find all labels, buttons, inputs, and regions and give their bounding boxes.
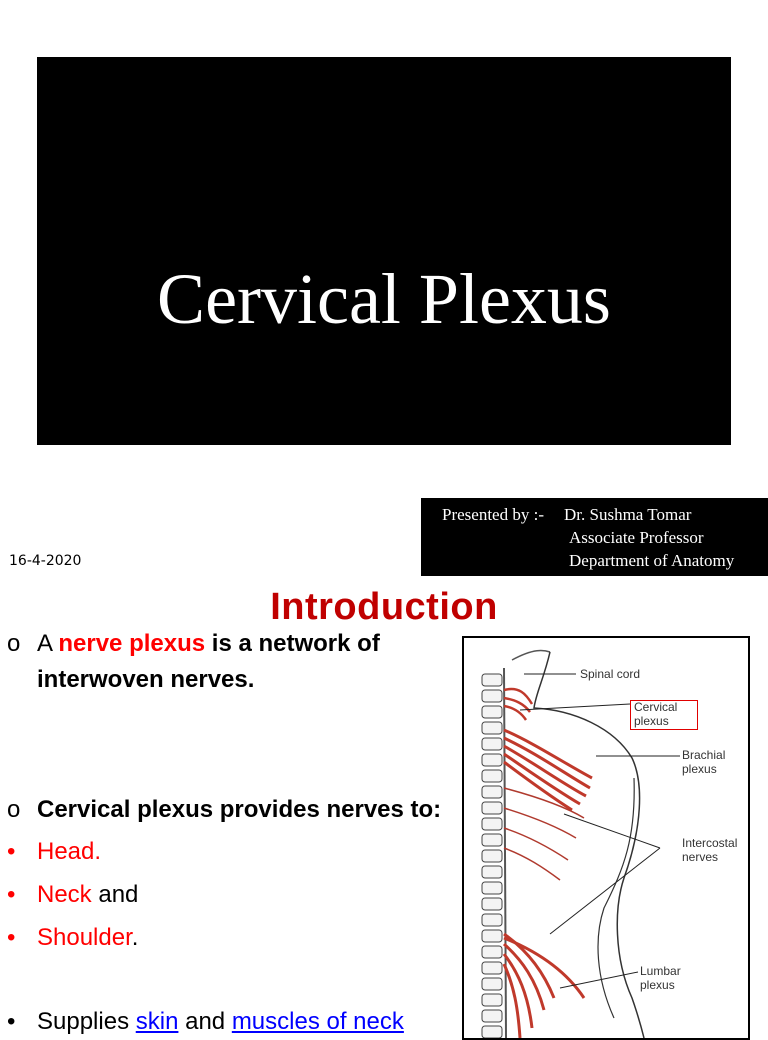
bullet-marker: •: [7, 1008, 16, 1035]
bullet-marker: •: [7, 881, 16, 908]
label-cervical-plexus: plexus: [634, 714, 669, 728]
presenter-name: Dr. Sushma Tomar: [564, 505, 692, 524]
intercostal-nerves: [504, 788, 584, 880]
list-item-neck: • Neck and: [7, 881, 139, 908]
cervical-plexus-nerves: [504, 689, 532, 720]
title-slide: [37, 57, 731, 445]
presenter-box: [421, 498, 768, 576]
bullet-marker: •: [7, 838, 16, 865]
slide-title: Cervical Plexus: [157, 259, 611, 339]
label-intercostal: Intercostal: [682, 836, 738, 850]
point-nerve-plexus: o A nerve plexus is a network of: [7, 630, 380, 657]
introduction-heading: Introduction: [270, 586, 498, 628]
vertebral-column: [482, 674, 502, 1038]
label-cervical: Cervical: [634, 700, 678, 714]
link-skin[interactable]: skin: [135, 1008, 179, 1035]
presenter-label: Presented by :-: [442, 505, 544, 524]
point-cervical-plexus: o Cervical plexus provides nerves to:: [7, 796, 442, 823]
bullet-marker: o: [7, 630, 21, 657]
presenter-department: Department of Anatomy: [569, 551, 735, 570]
point-nerve-plexus-line2: interwoven nerves.: [37, 666, 255, 693]
body-outline: [534, 652, 644, 1038]
label-spinal-cord: Spinal cord: [580, 667, 641, 681]
anatomy-figure: [462, 636, 750, 1040]
label-brachial: Brachial: [682, 748, 726, 762]
presenter-position: Associate Professor: [569, 528, 704, 547]
term-nerve-plexus: nerve plexus: [58, 630, 206, 657]
brachial-plexus-nerves: [504, 730, 592, 810]
label-brachial-plexus: plexus: [682, 762, 717, 776]
list-item-head: • Head.: [7, 838, 102, 865]
spinal-cord: [504, 668, 506, 1038]
list-item-shoulder: • Shoulder.: [7, 924, 139, 951]
bullet-marker: •: [7, 924, 16, 951]
label-lumbar-plexus: plexus: [640, 978, 675, 992]
label-lumbar: Lumbar: [640, 964, 681, 978]
presentation-date: 16-4-2020: [9, 553, 82, 569]
bullet-marker: o: [7, 796, 21, 823]
link-muscles-of-neck[interactable]: muscles of neck: [231, 1008, 404, 1035]
point-supplies: • Supplies skin and muscles of neck: [7, 1008, 404, 1035]
label-intercostal-nerves: nerves: [682, 850, 719, 864]
